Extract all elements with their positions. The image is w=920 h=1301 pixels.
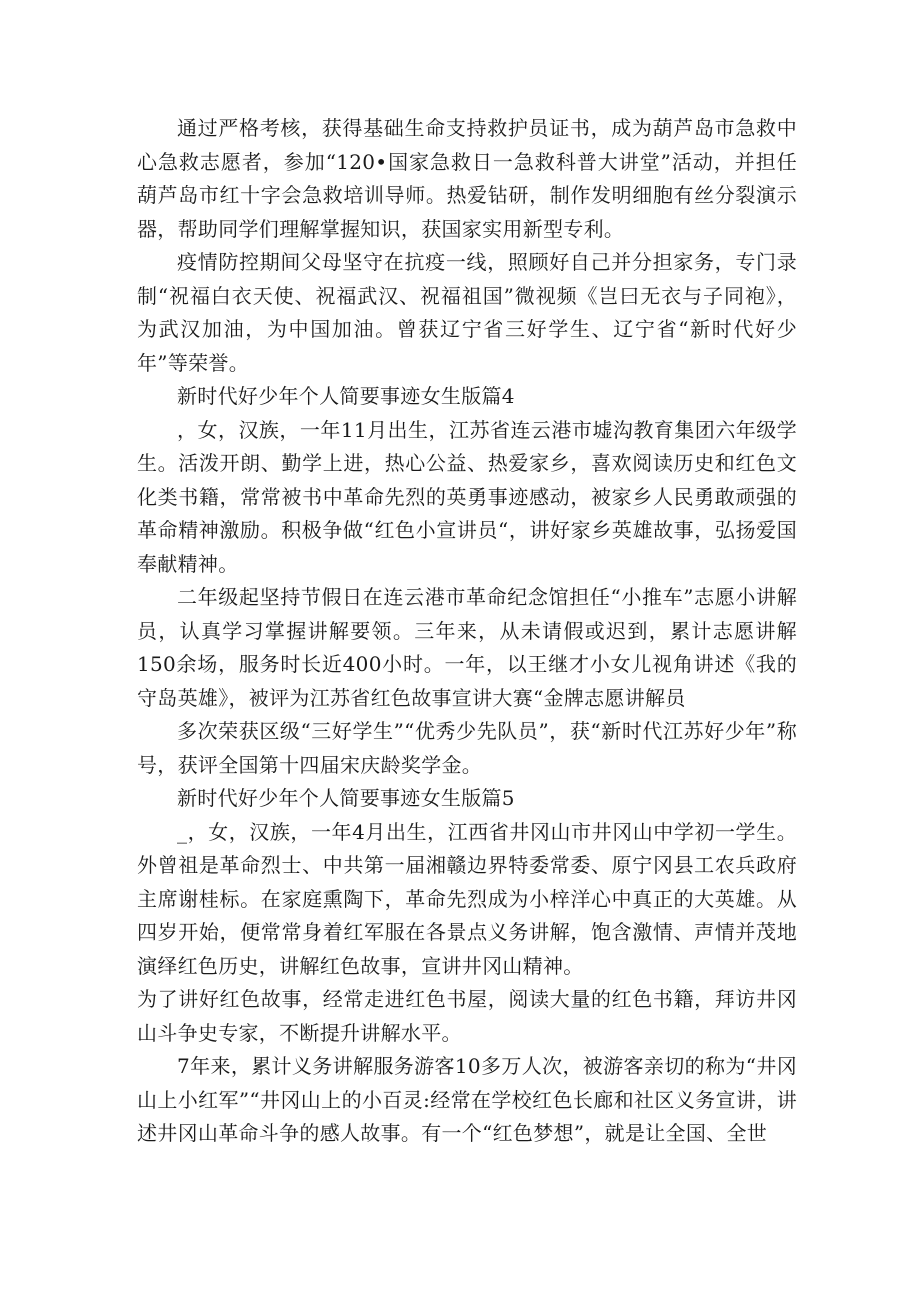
paragraph-4: 二年级起坚持节假日在连云港市革命纪念馆担任“小推车”志愿小讲解员，认真学习掌握讲解要领。三年来，从未请假或迟到，累计志愿讲解150余场，服务时长近400小时。一年，以王继才小女儿视角讲述《我的守岛英雄》，被评为江苏省红色故事宣讲大赛“金牌志愿讲解员 — [137, 585, 797, 710]
paragraph-8: 7年来，累计义务讲解服务游客10多万人次，被游客亲切的称为“井冈山上小红军”“井冈山上的小百灵:经常在学校红色长廊和社区义务宣讲，讲述井冈山革命斗争的感人故事。有一个“红色梦想”，就是让全国、全世 — [137, 1054, 797, 1145]
paragraph-1: 通过严格考核，获得基础生命支持救护员证书，成为葫芦岛市急救中心急救志愿者，参加“120•国家急救日一急救科普大讲堂”活动，并担任葫芦岛市红十字会急救培训导师。热爱钻研，制作发明细胞有丝分裂演示器，帮助同学们理解掌握知识，获国家实用新型专利。 — [137, 116, 797, 241]
paragraph-5: 多次荣获区级“三好学生”“优秀少先队员”，获“新时代江苏好少年”称号，获评全国第十四届宋庆龄奖学金。 — [137, 719, 797, 777]
paragraph-3: ，女，汉族，一年11月出生，江苏省连云港市墟沟教育集团六年级学生。活泼开朗、勤学上进，热心公益、热爱家乡，喜欢阅读历史和红色文化类书籍，常常被书中革命先烈的英勇事迹感动，被家乡人民勇敢顽强的革命精神激励。积极争做“红色小宣讲员“，讲好家乡英雄故事，弘扬爱国奉献精神。 — [137, 417, 797, 576]
paragraph-6: _，女，汉族，一年4月出生，江西省井冈山市井冈山中学初一学生。外曾祖是革命烈士、中共第一届湘赣边界特委常委、原宁冈县工农兵政府主席谢桂标。在家庭熏陶下，革命先烈成为小梓洋心中真正的大英雄。从四岁开始，便常常身着红军服在各景点义务讲解，饱含激情、声情并茂地演绎红色历史，讲解红色故事，宣讲井冈山精神。 — [137, 819, 797, 978]
paragraph-2: 疫情防控期间父母坚守在抗疫一线，照顾好自己并分担家务，专门录制“祝福白衣天使、祝福武汉、祝福祖国”微视频《岂曰无衣与子同袍》，为武汉加油，为中国加油。曾获辽宁省三好学生、辽宁省“新时代好少年”等荣誉。 — [137, 250, 797, 375]
section-heading-5: 新时代好少年个人简要事迹女生版篇5 — [177, 786, 515, 810]
section-heading-4: 新时代好少年个人简要事迹女生版篇4 — [177, 384, 515, 408]
paragraph-7: 为了讲好红色故事，经常走进红色书屋，阅读大量的红色书籍，拜访井冈山斗争史专家，不断提升讲解水平。 — [137, 987, 797, 1045]
document-body — [137, 112, 797, 1151]
